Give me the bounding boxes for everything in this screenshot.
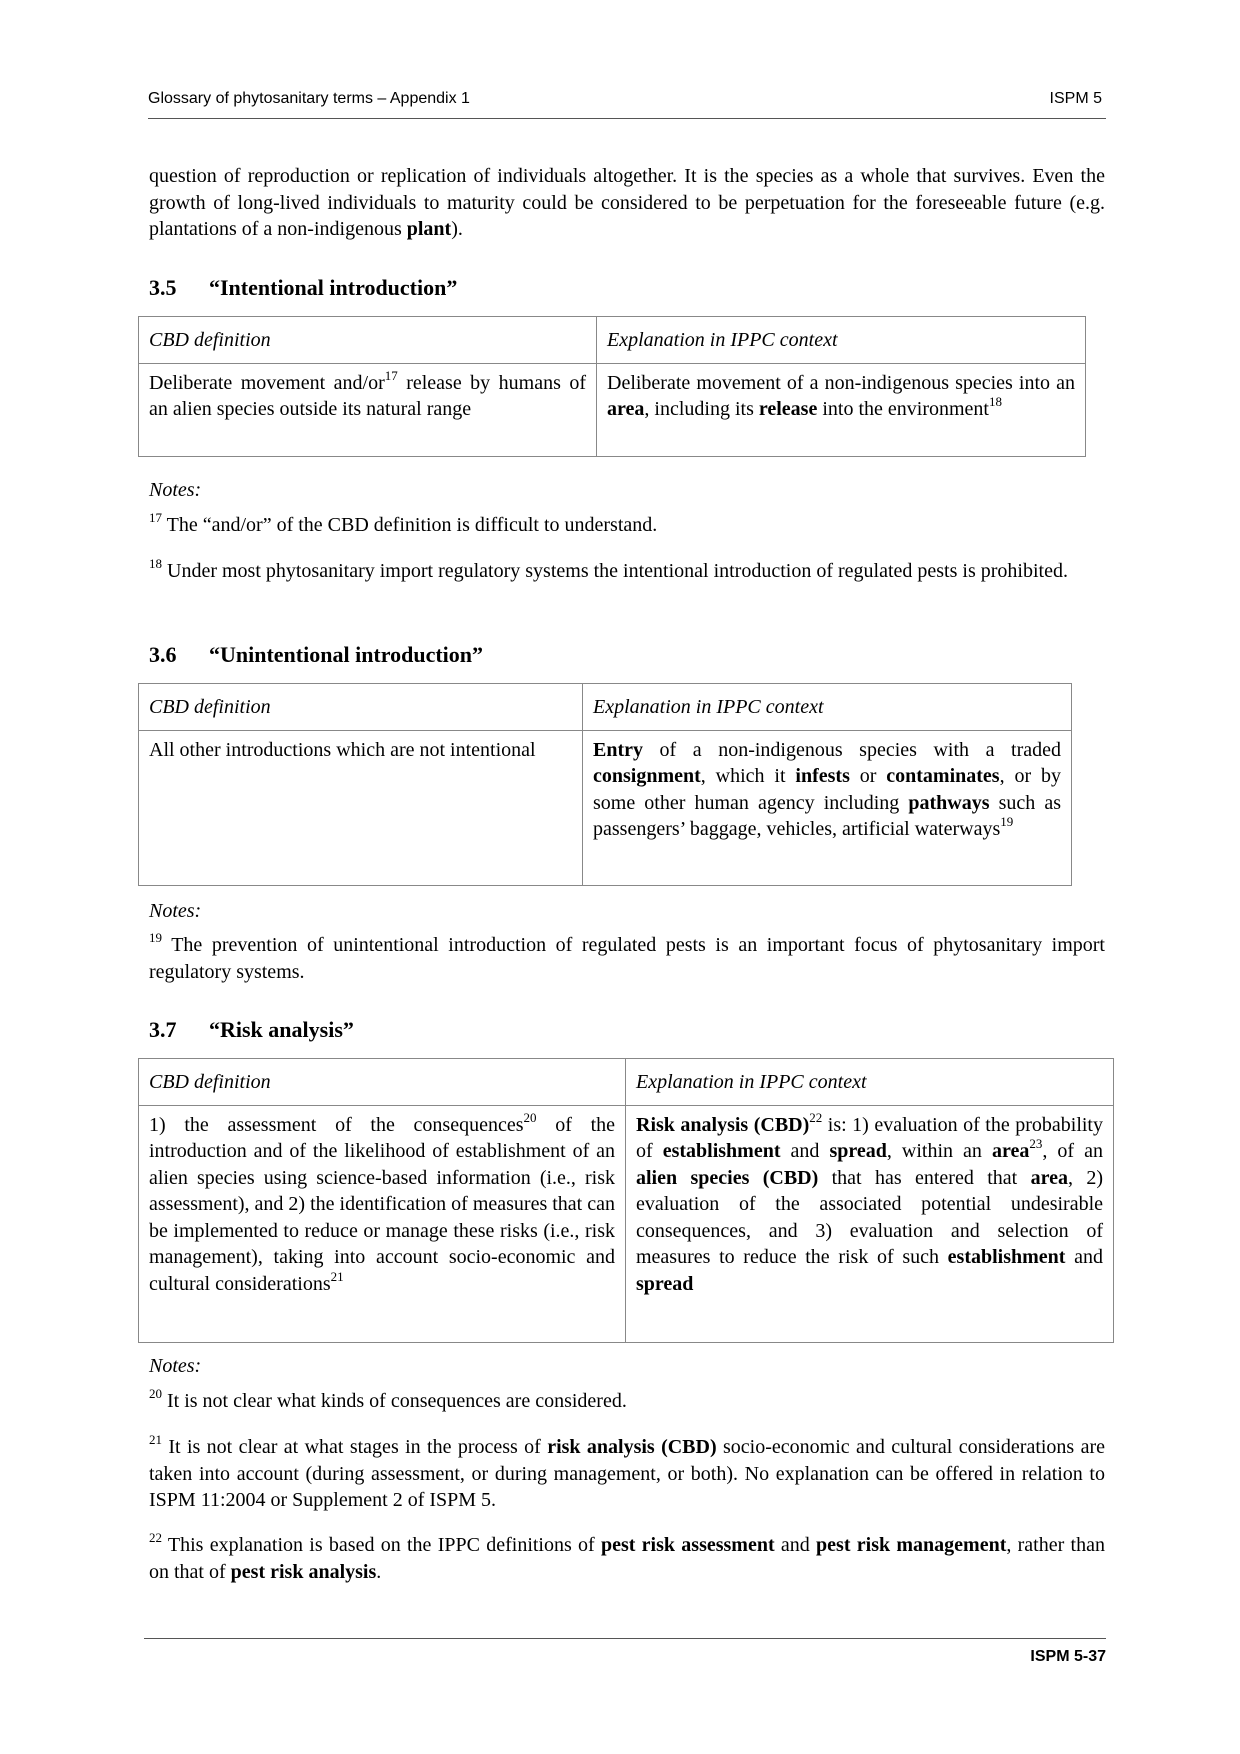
- footnote-20: $^{20}$ It is not clear what kinds of consequences are considered.: [149, 1386, 627, 1412]
- footnote-22: $^{22}$ This explanation is based on the IPPC definitions of pest risk assessment and pest risk management, rather than on that of pest risk analysis.: [149, 1530, 1105, 1583]
- section-heading-3-5: 3.5 “Intentional introduction”: [149, 275, 458, 300]
- footnote-18: $^{18}$ Under most phytosanitary import regulatory systems the intentional introduction of regulated pests is prohibited.: [149, 556, 1068, 582]
- table-head-ippc: Explanation in IPPC context: [583, 684, 1072, 731]
- footnote-21: $^{21}$ It is not clear at what stages in the process of risk analysis (CBD) socio-economic and cultural considerations are taken into account (during assessment, or during management, or both). No explanation can be offered in relation to ISPM 11:2004 or Supplement 2 of ISPM 5.: [149, 1432, 1106, 1511]
- ippc-explanation-cell: Entry of a non-indigenous species with a traded consignment, which it infests or contaminates, or by some other human agency including pathways such as passengers’ baggage, vehicles, artificial waterways$^{19}$: [583, 730, 1072, 885]
- table-head-cbd: CBD definition: [139, 684, 583, 731]
- ippc-explanation-cell: Deliberate movement of a non-indigenous species into an area, including its release into the environment$^{18}$: [597, 363, 1086, 456]
- section-heading-3-7: 3.7 “Risk analysis”: [149, 1017, 354, 1042]
- header-title: Glossary of phytosanitary terms – Appendix 1: [148, 90, 470, 107]
- footnote-17: $^{17}$ The “and/or” of the CBD definition is difficult to understand.: [149, 510, 658, 536]
- table-intentional-introduction: [138, 316, 1086, 457]
- cbd-definition-cell: Deliberate movement and/$or^{17}$ release by humans of an alien species outside its natural range: [139, 363, 597, 456]
- header-standard: ISPM 5: [1049, 90, 1102, 107]
- table-head-cbd: CBD definition: [139, 317, 597, 364]
- notes-label: Notes:: [149, 479, 202, 501]
- section-heading-3-6: 3.6 “Unintentional introduction”: [149, 642, 484, 667]
- intro-paragraph: question of reproduction or replication of individuals altogether. It is the species as a whole that survives. Even the growth of long-lived individuals to maturity could be considered to be perpetuation for the foreseeable future (e.g. plantations of a non-indigenous plant).: [149, 165, 1105, 240]
- notes-label: Notes:: [149, 900, 202, 922]
- table-head-ippc: Explanation in IPPC context: [626, 1059, 1114, 1106]
- table-head-cbd: CBD definition: [139, 1059, 626, 1106]
- table-unintentional-introduction: [138, 683, 1072, 886]
- page-header: [148, 88, 1106, 119]
- page-number: ISPM 5-37: [1030, 1648, 1106, 1665]
- cbd-definition-cell: 1) the assessment of the consequences$^{20}$ of the introduction and of the likelihood of establishment of an alien species using science-based information (i.e., risk assessment), and 2) the identification of measures that can be implemented to reduce or manage these risks (i.e., risk management), taking into account socio-economic and cultural considerations$^{21}$: [139, 1105, 626, 1342]
- footer-divider: [144, 1638, 1106, 1639]
- ippc-explanation-cell: Risk analysis (CBD)$^{22}$ is: 1) evaluation of the probability of establishment and spread, within an area$^{23}$, of an alien species (CBD) that has entered that area, 2) evaluation of the associated potential undesirable consequences, and 3) evaluation and selection of measures to reduce the risk of such establishment and spread: [626, 1105, 1114, 1342]
- cbd-definition-cell: All other introductions which are not intentional: [139, 730, 583, 885]
- table-risk-analysis: [138, 1058, 1114, 1343]
- table-head-ippc: Explanation in IPPC context: [597, 317, 1086, 364]
- footnote-19: $^{19}$ The prevention of unintentional introduction of regulated pests is an important focus of phytosanitary import regulatory systems.: [149, 930, 1105, 983]
- notes-label: Notes:: [149, 1355, 202, 1377]
